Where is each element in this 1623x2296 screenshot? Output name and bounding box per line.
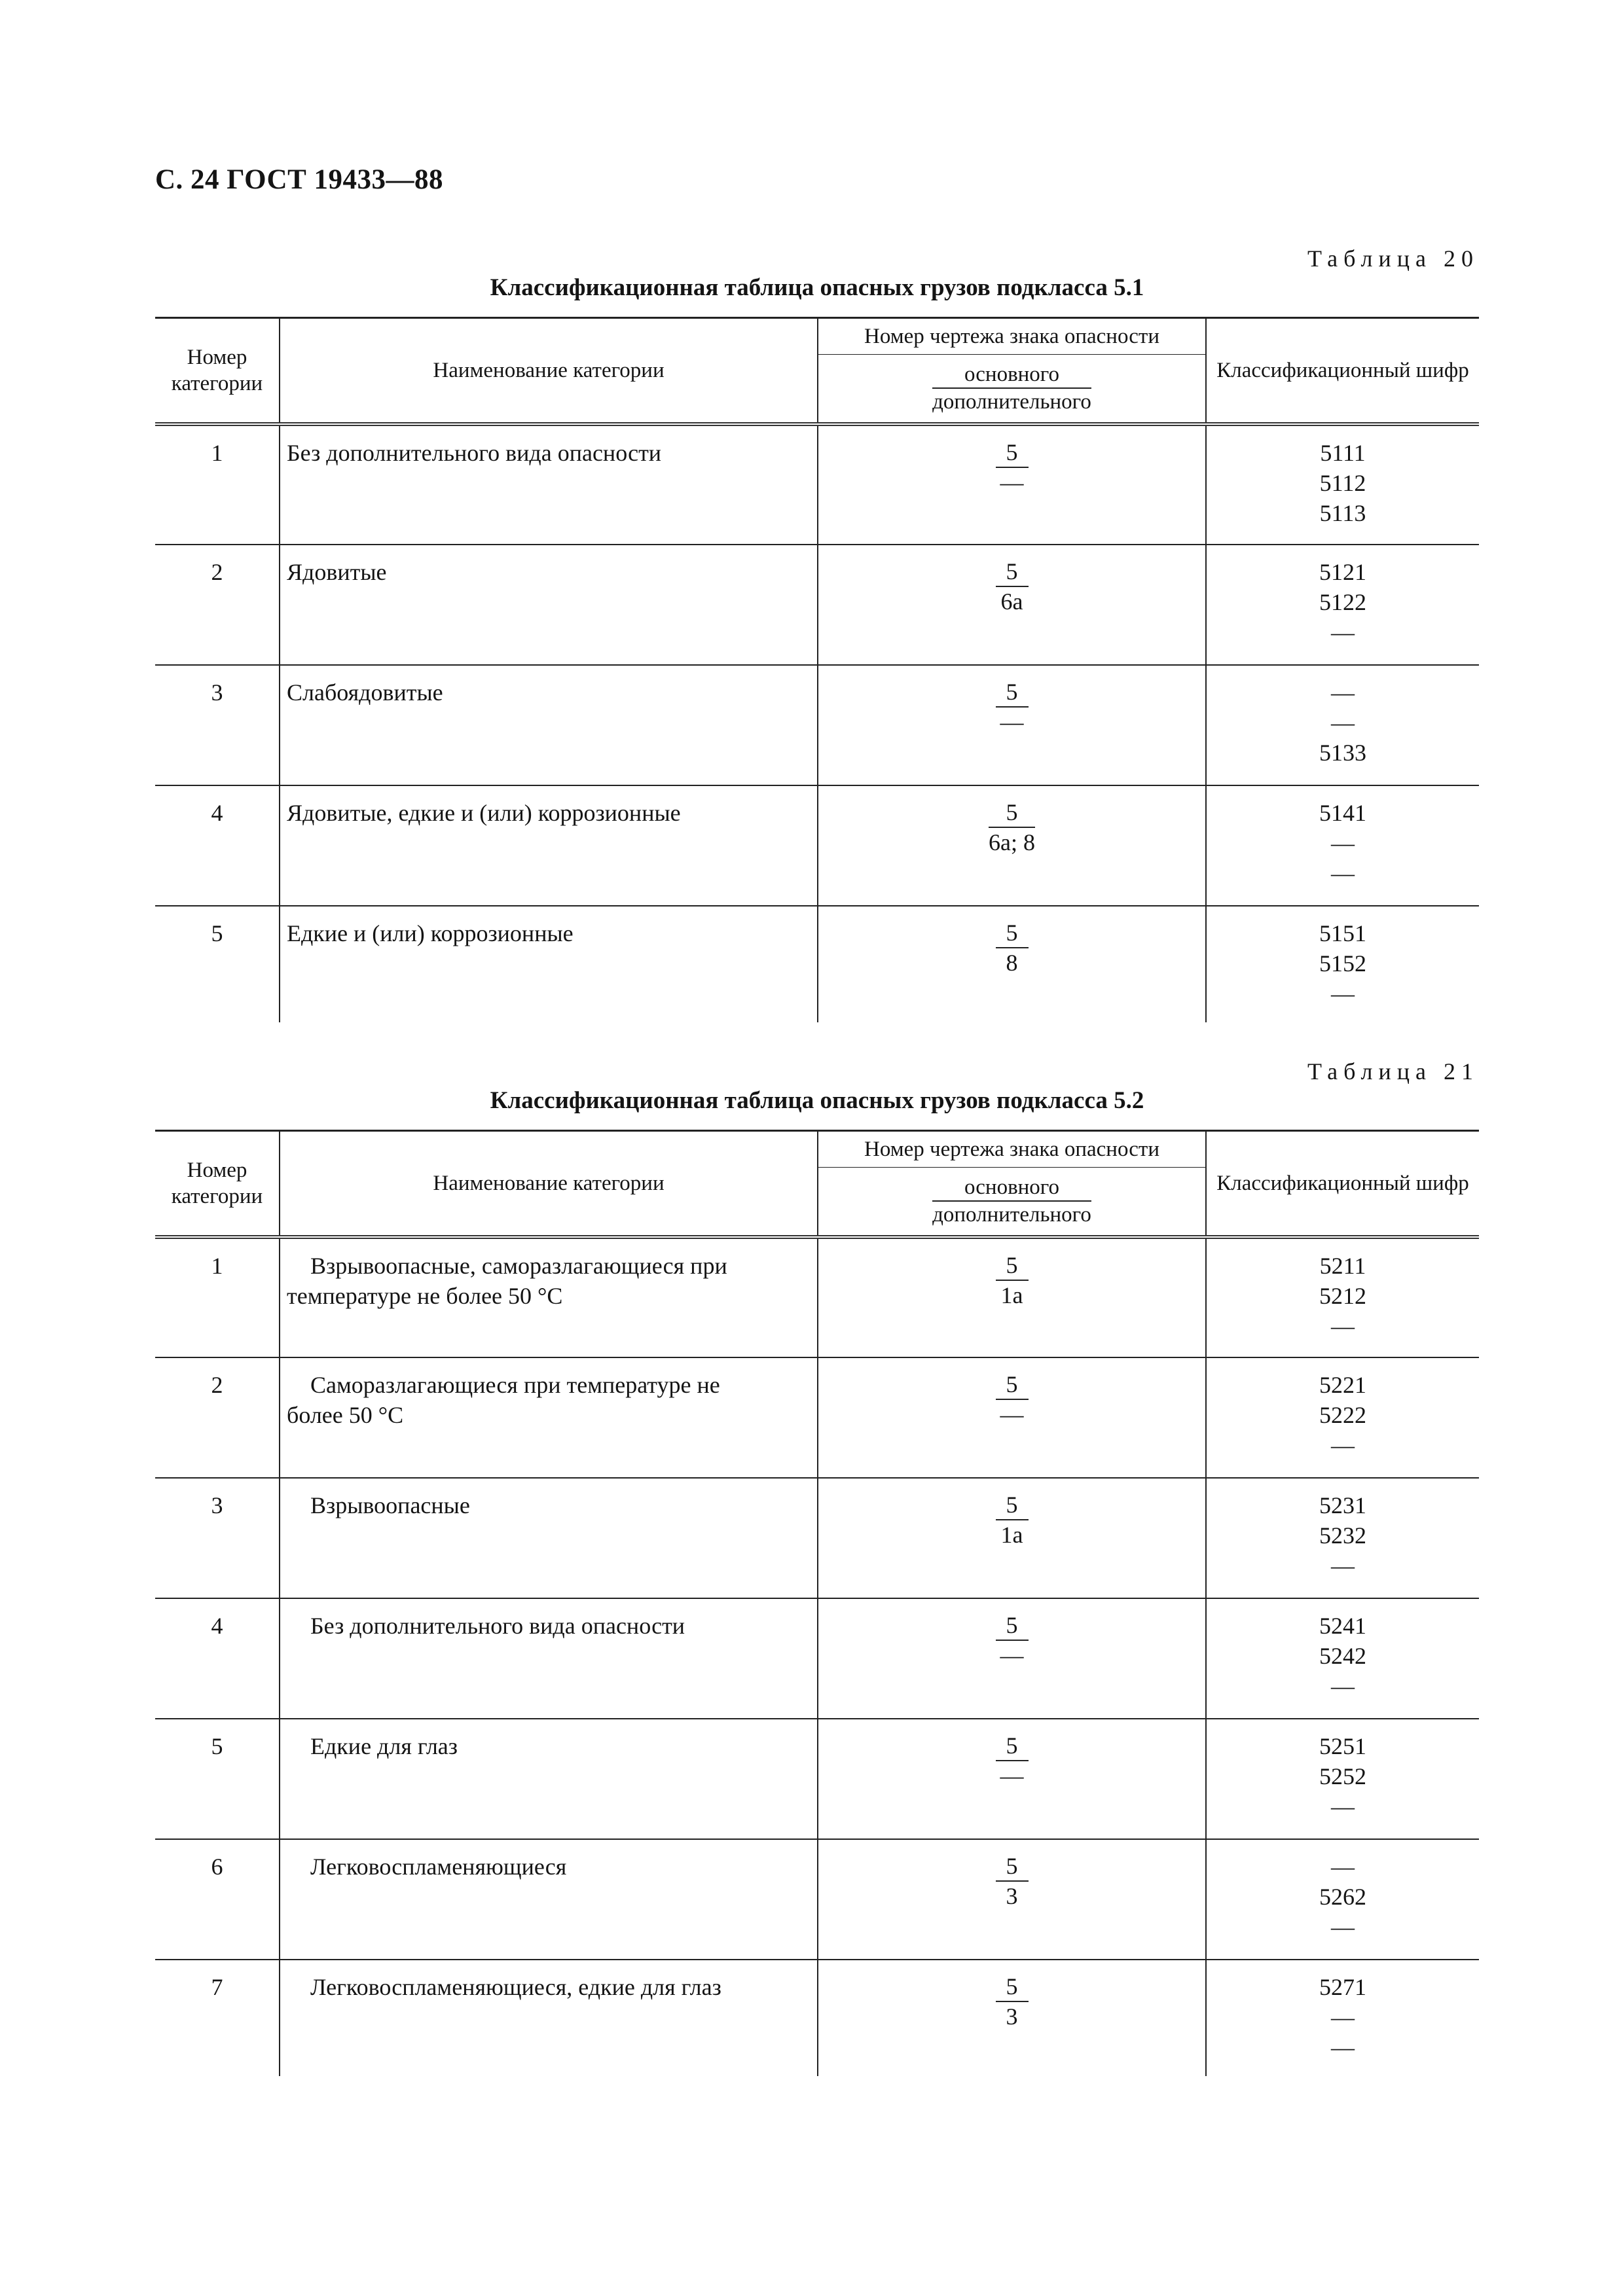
sign-extra: — <box>1000 1641 1024 1668</box>
sign-main: 5 <box>996 1611 1029 1641</box>
sign-extra: 3 <box>1006 2003 1018 2030</box>
col-sign-subheader <box>818 355 1206 424</box>
code: 5141 <box>1319 799 1366 826</box>
sign-extra: — <box>1000 1401 1024 1427</box>
col-name-header: Наименование категории <box>280 318 818 424</box>
col-sign-header: Номер чертежа знака опасности <box>818 1131 1206 1168</box>
category-name <box>280 1357 818 1478</box>
table-row <box>155 1237 1479 1357</box>
sign-main: 5 <box>996 1490 1029 1520</box>
hazard-sign <box>818 545 1206 665</box>
table-row <box>155 545 1479 665</box>
code: 5241 <box>1319 1612 1366 1639</box>
category-name: Ядовитые <box>280 545 818 665</box>
code: 5113 <box>1319 499 1366 526</box>
sign-extra-label: дополнительного <box>932 1203 1091 1227</box>
code: 5221 <box>1319 1371 1366 1398</box>
category-name-line-1: Без дополнительного вида опасности <box>310 1612 685 1639</box>
category-name <box>280 1839 818 1960</box>
table-row <box>155 665 1479 785</box>
code: 5111 <box>1320 439 1366 466</box>
sign-main: 5 <box>996 438 1029 468</box>
category-name <box>280 1598 818 1719</box>
table-21 <box>155 1130 1479 2076</box>
sign-extra: 3 <box>1006 1882 1018 1909</box>
table-row <box>155 1598 1479 1719</box>
code: 5222 <box>1319 1401 1366 1428</box>
category-name-line-1: Едкие для глаз <box>310 1732 458 1759</box>
category-name-line-1: Взрывоопасные, саморазлагающиеся при <box>310 1252 727 1279</box>
table-row <box>155 785 1479 906</box>
category-name <box>280 1719 818 1839</box>
hazard-sign <box>818 1719 1206 1839</box>
code: — <box>1331 980 1355 1007</box>
table-20-label: Таблица 20 <box>1307 245 1479 272</box>
sign-extra: — <box>1000 469 1024 495</box>
category-name <box>280 1478 818 1598</box>
code: — <box>1331 1913 1355 1940</box>
classification-codes <box>1206 1237 1479 1357</box>
col-name-header: Наименование категории <box>280 1131 818 1237</box>
classification-codes <box>1206 665 1479 785</box>
col-code-header: Классификационный шифр <box>1206 1131 1479 1237</box>
code: 5122 <box>1319 588 1366 615</box>
sign-main: 5 <box>996 1972 1029 2002</box>
code: 5151 <box>1319 920 1366 946</box>
category-name-line-1: Легковоспламеняющиеся, едкие для глаз <box>310 1973 721 2000</box>
hazard-sign <box>818 665 1206 785</box>
category-name-line-2: более 50 °С <box>287 1401 404 1428</box>
table-row <box>155 1960 1479 2076</box>
category-number: 2 <box>155 1357 280 1478</box>
classification-codes <box>1206 906 1479 1022</box>
hazard-sign <box>818 1357 1206 1478</box>
col-number-header: Номер категории <box>155 1131 280 1237</box>
code: 5112 <box>1319 469 1366 496</box>
category-number: 5 <box>155 906 280 1022</box>
category-number: 4 <box>155 1598 280 1719</box>
sign-extra: 1а <box>1000 1521 1023 1548</box>
table-row <box>155 1478 1479 1598</box>
col-sign-subheader <box>818 1168 1206 1237</box>
sign-extra: — <box>1000 1762 1024 1789</box>
code: — <box>1331 1552 1355 1579</box>
category-name: Ядовитые, едкие и (или) коррозионные <box>280 785 818 906</box>
classification-codes <box>1206 1719 1479 1839</box>
code: 5262 <box>1319 1883 1366 1910</box>
table-row <box>155 1357 1479 1478</box>
classification-codes <box>1206 785 1479 906</box>
hazard-sign <box>818 1839 1206 1960</box>
sign-main: 5 <box>989 798 1035 828</box>
table-20 <box>155 317 1479 1022</box>
classification-codes <box>1206 1478 1479 1598</box>
category-number: 3 <box>155 665 280 785</box>
category-number: 1 <box>155 424 280 545</box>
sign-extra-label: дополнительного <box>932 390 1091 414</box>
category-number: 5 <box>155 1719 280 1839</box>
code: — <box>1331 709 1355 736</box>
code: — <box>1331 619 1355 645</box>
category-name <box>280 1960 818 2076</box>
code: 5271 <box>1319 1973 1366 2000</box>
table-row <box>155 424 1479 545</box>
category-number: 6 <box>155 1839 280 1960</box>
code: 5231 <box>1319 1492 1366 1518</box>
code: — <box>1331 1793 1355 1820</box>
category-name-line-1: Взрывоопасные <box>310 1492 470 1518</box>
code: 5242 <box>1319 1642 1366 1669</box>
table-row <box>155 906 1479 1022</box>
sign-main: 5 <box>996 1251 1029 1281</box>
sign-extra: 1а <box>1000 1282 1023 1308</box>
sign-main: 5 <box>996 677 1029 708</box>
category-number: 3 <box>155 1478 280 1598</box>
code: 5212 <box>1319 1282 1366 1309</box>
sign-main: 5 <box>996 1731 1029 1761</box>
page-header: С. 24 ГОСТ 19433—88 <box>155 164 444 195</box>
col-sign-header: Номер чертежа знака опасности <box>818 318 1206 355</box>
classification-codes <box>1206 545 1479 665</box>
code: 5232 <box>1319 1522 1366 1549</box>
hazard-sign <box>818 424 1206 545</box>
sign-main: 5 <box>996 918 1029 948</box>
sign-main-label: основного <box>932 361 1091 389</box>
classification-codes <box>1206 424 1479 545</box>
code: — <box>1331 2034 1355 2060</box>
code: — <box>1331 829 1355 856</box>
code: 5133 <box>1319 739 1366 766</box>
code: — <box>1331 679 1355 706</box>
table-20-title: Классификационная таблица опасных грузов подкласса 5.1 <box>490 274 1144 301</box>
code: — <box>1331 2003 1355 2030</box>
category-name <box>280 1237 818 1357</box>
classification-codes <box>1206 1960 1479 2076</box>
sign-extra: 6а; 8 <box>989 829 1035 855</box>
col-number-header: Номер категории <box>155 318 280 424</box>
sign-extra: 6а <box>1000 588 1023 615</box>
code: — <box>1331 1853 1355 1880</box>
sign-main-label: основного <box>932 1174 1091 1202</box>
hazard-sign <box>818 906 1206 1022</box>
hazard-sign <box>818 1598 1206 1719</box>
category-name-line-2: температуре не более 50 °С <box>287 1282 563 1309</box>
code: 5152 <box>1319 950 1366 977</box>
category-name: Слабоядовитые <box>280 665 818 785</box>
sign-main: 5 <box>996 1370 1029 1400</box>
code: — <box>1331 1312 1355 1339</box>
category-number: 7 <box>155 1960 280 2076</box>
table-21-label: Таблица 21 <box>1307 1058 1479 1085</box>
table-row <box>155 1839 1479 1960</box>
code: — <box>1331 859 1355 886</box>
category-name: Едкие и (или) коррозионные <box>280 906 818 1022</box>
category-name: Без дополнительного вида опасности <box>280 424 818 545</box>
table-21-title: Классификационная таблица опасных грузов подкласса 5.2 <box>490 1087 1144 1114</box>
code: — <box>1331 1431 1355 1458</box>
category-name-line-1: Саморазлагающиеся при температуре не <box>310 1371 720 1398</box>
hazard-sign <box>818 1478 1206 1598</box>
hazard-sign <box>818 1237 1206 1357</box>
classification-codes <box>1206 1598 1479 1719</box>
code: 5211 <box>1319 1252 1366 1279</box>
code: 5252 <box>1319 1763 1366 1789</box>
classification-codes <box>1206 1357 1479 1478</box>
category-number: 1 <box>155 1237 280 1357</box>
table-row <box>155 1719 1479 1839</box>
code: 5251 <box>1319 1732 1366 1759</box>
classification-codes <box>1206 1839 1479 1960</box>
hazard-sign <box>818 785 1206 906</box>
category-name-line-1: Легковоспламеняющиеся <box>310 1853 567 1880</box>
sign-extra: 8 <box>1006 949 1018 976</box>
sign-main: 5 <box>996 1852 1029 1882</box>
hazard-sign <box>818 1960 1206 2076</box>
category-number: 4 <box>155 785 280 906</box>
col-code-header: Классификационный шифр <box>1206 318 1479 424</box>
sign-extra: — <box>1000 708 1024 735</box>
code: — <box>1331 1672 1355 1699</box>
sign-main: 5 <box>996 557 1029 587</box>
category-number: 2 <box>155 545 280 665</box>
code: 5121 <box>1319 558 1366 585</box>
